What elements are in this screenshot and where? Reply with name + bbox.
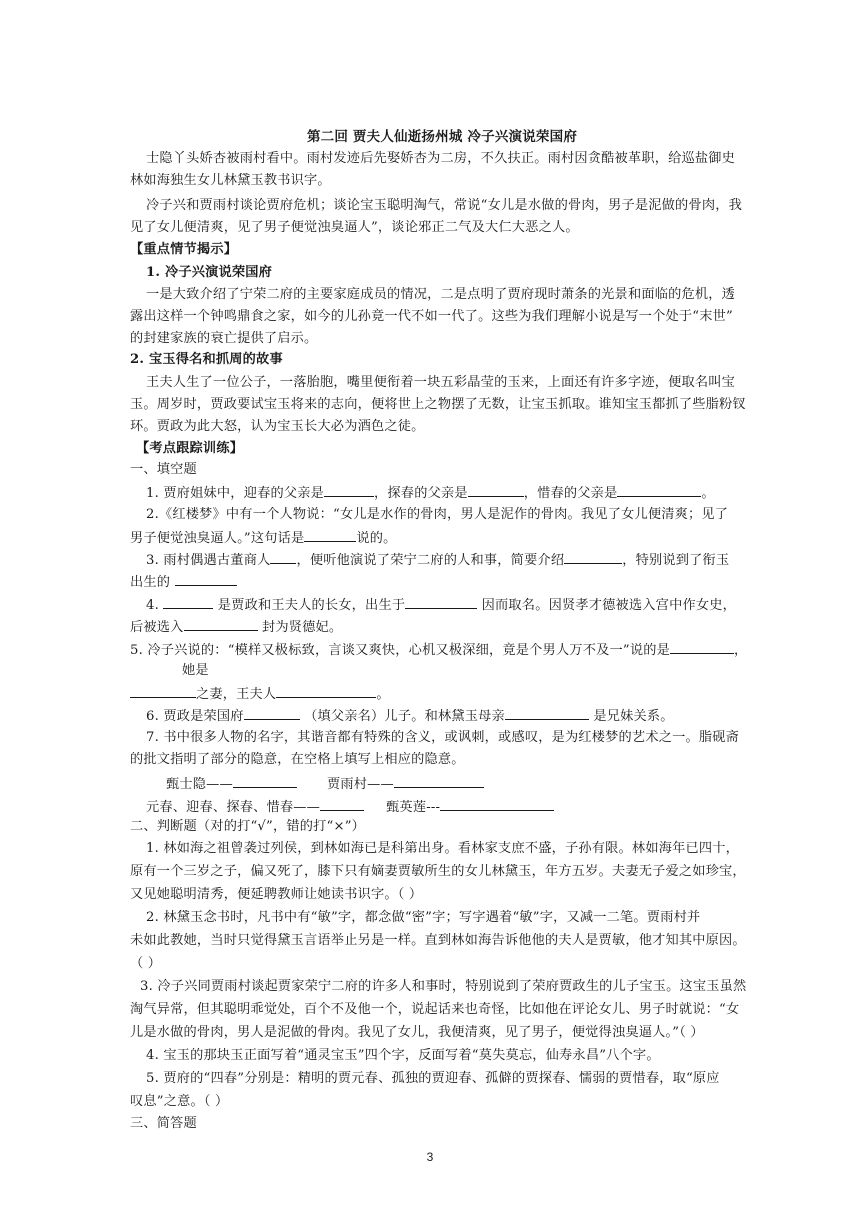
question-7-line-2: 的批文指明了部分的隐意，在空格上填写上相应的隐意。 [130,752,465,767]
answer-blank[interactable] [276,682,376,698]
answer-blank[interactable] [184,615,258,631]
answer-blank[interactable] [130,682,196,698]
answer-blank[interactable] [670,638,734,654]
plot1-line-3: 的封建家族的衰亡提供了启示。 [130,331,318,346]
judge-5-line-1: 5. 贾府的“四春”分别是：精明的贾元春、孤独的贾迎春、孤僻的贾探春、懦弱的贾惜春，取“原应 [146,1071,720,1086]
part1-heading: 一、填空题 [130,462,197,477]
answer-blank[interactable] [440,795,554,811]
question-2-line-1: 2.《红楼梦》中有一个人物说：“女儿是水作的骨肉，男人是泥作的骨肉。我见了女儿便清爽；见了 [146,507,729,522]
plot2-line-1: 王夫人生了一位公子，一落胎胞，嘴里便衔着一块五彩晶莹的玉来，上面还有许多字迹，便取名叫宝 [146,375,736,390]
answer-blank[interactable] [304,526,356,542]
answer-blank[interactable] [175,570,237,586]
summary-line-2: 林如海独生女儿林黛玉教书识字。 [130,173,331,188]
answer-blank[interactable] [244,704,300,720]
chapter-title: 第二回 贾夫人仙逝扬州城 冷子兴演说荣国府 [306,129,578,145]
part2-heading: 二、判断题（对的打“√”，错的打“×”） [130,819,366,834]
question-7-line-1: 7. 书中很多人物的名字，其谐音都有特殊的含义，或讽刺，或感叹，是为红楼梦的艺术之一。脂砚斋 [146,730,740,745]
question-1: 1. 贾府姐妹中，迎春的父亲是 ，探春的父亲是 ，惜春的父亲是 。 [0,481,860,505]
plot2-line-2: 玉。周岁时，贾政要试宝玉将来的志向，便将世上之物摆了无数，让宝玉抓取。谁知宝玉都抓了些脂粉钗 [130,397,746,412]
summary-line-4: 见了女儿便清爽，见了男子便觉浊臭逼人”，谈论邪正二气及大仁大恶之人。 [130,220,579,235]
judge-5-line-2: 叹息”之意。（ ） [130,1094,229,1109]
plot1-title: 1. 冷子兴演说荣国府 [146,265,273,280]
summary-line-1: 士隐丫头娇杏被雨村看中。雨村发迹后先娶娇杏为二房，不久扶正。雨村因贪酷被革职，给巡盐御史 [146,151,736,166]
judge-3-line-1: 3. 冷子兴同贾雨村谈起贾家荣宁二府的许多人和事时，特别说到了荣府贾政生的儿子宝玉。这宝玉虽然 [140,979,747,994]
judge-4: 4. 宝玉的那块玉正面写着“通灵宝玉”四个字，反面写着“莫失莫忘，仙寿永昌”八个字。 [146,1048,660,1063]
question-2-line-2: 男子便觉浊臭逼人。”这句话是 说的。 [0,526,860,550]
judge-1-line-3: 又见她聪明清秀，便延聘教师让她读书识字。（ ） [130,887,423,902]
answer-blank[interactable] [564,548,622,564]
question-5-line-1: 5. 冷子兴说的：“模样又极标致，言谈又爽快，心机又极深细，竟是个男人万不及一”说的是 ， [0,638,860,662]
plot1-line-2: 露出这样一个钟鸣鼎食之家，如今的儿孙竟一代不如一代了。这些为我们理解小说是写一个处于“末世” [130,309,733,324]
section-plot-heading: 【重点情节揭示】 [130,242,238,257]
question-3-line-1: 3. 雨村偶遇古董商人 ，便听他演说了荣宁二府的人和事，简要介绍 ，特别说到了衔玉 [0,548,860,572]
answer-blank[interactable] [320,795,364,811]
plot2-line-3: 环。贾政为此大怒，认为宝玉长大必为酒色之徒。 [130,419,425,434]
part3-heading: 三、简答题 [130,1116,197,1131]
question-5-line-3: 之妻，王夫人 。 [0,682,860,706]
judge-1-line-2: 原有一个三岁之子，偏又死了，膝下只有嫡妻贾敏所生的女儿林黛玉，年方五岁。夫妻无子爱之如珍宝， [130,864,746,879]
judge-3-line-3: 儿是水做的骨肉，男人是泥做的骨肉。我见了女儿，我便清爽，见了男子，便觉得浊臭逼人。”（ ） [130,1025,704,1040]
answer-blank[interactable] [405,593,477,609]
answer-blank[interactable] [233,772,297,788]
summary-line-3: 冷子兴和贾雨村谈论贾府危机；谈论宝玉聪明淘气，常说“女儿是水做的骨肉，男子是泥做的骨肉，我 [146,198,742,213]
question-7-line-4: 元春、迎春、探春、惜春—— 甄英莲--- [0,795,860,819]
question-5-line-2: 她是 [182,663,209,678]
question-3-line-2: 出生的 [0,570,860,594]
page-number: 3 [426,1150,434,1164]
plot2-title: 2. 宝玉得名和抓周的故事 [130,352,283,367]
question-4-line-2: 后被选入 封为贤德妃。 [0,615,860,639]
question-4-line-1: 4. 是贾政和王夫人的长女，出生于 因而取名。因贤孝才德被选入宫中作女史， [0,593,860,617]
judge-1-line-1: 1. 林如海之祖曾袭过列侯，到林如海已是科第出身。看林家支庶不盛，子孙有限。林如海年已四十， [146,841,740,856]
plot1-line-1: 一是大致介绍了宁荣二府的主要家庭成员的情况，二是点明了贾府现时萧条的光景和面临的危机，透 [146,287,736,302]
answer-blank[interactable] [270,548,296,564]
judge-2-line-1: 2. 林黛玉念书时，凡书中有“敏”字，都念做“密”字；写字遇着“敏”字，又减一二笔。贾雨村并 [146,910,701,925]
answer-blank[interactable] [505,704,589,720]
answer-blank[interactable] [394,772,484,788]
answer-blank[interactable] [324,481,374,497]
judge-3-line-2: 淘气异常，但其聪明乖觉处，百个不及他一个，说起话来也奇怪，比如他在评论女儿、男子时就说：“女 [130,1002,740,1017]
section-training-heading: 【考点跟踪训练】 [136,441,244,456]
question-6: 6. 贾政是荣国府 （填父亲名）儿子。和林黛玉母亲 是兄妹关系。 [0,704,860,728]
answer-blank[interactable] [163,593,213,609]
answer-blank[interactable] [468,481,524,497]
judge-2-line-3: （ ） [130,956,162,971]
answer-blank[interactable] [617,481,701,497]
judge-2-line-2: 未如此教她，当时只觉得黛玉言语举止另是一样。直到林如海告诉他他的夫人是贾敏，他才知其中原因。 [130,933,746,948]
question-7-line-3: 甄士隐—— 贾雨村—— [0,772,860,796]
